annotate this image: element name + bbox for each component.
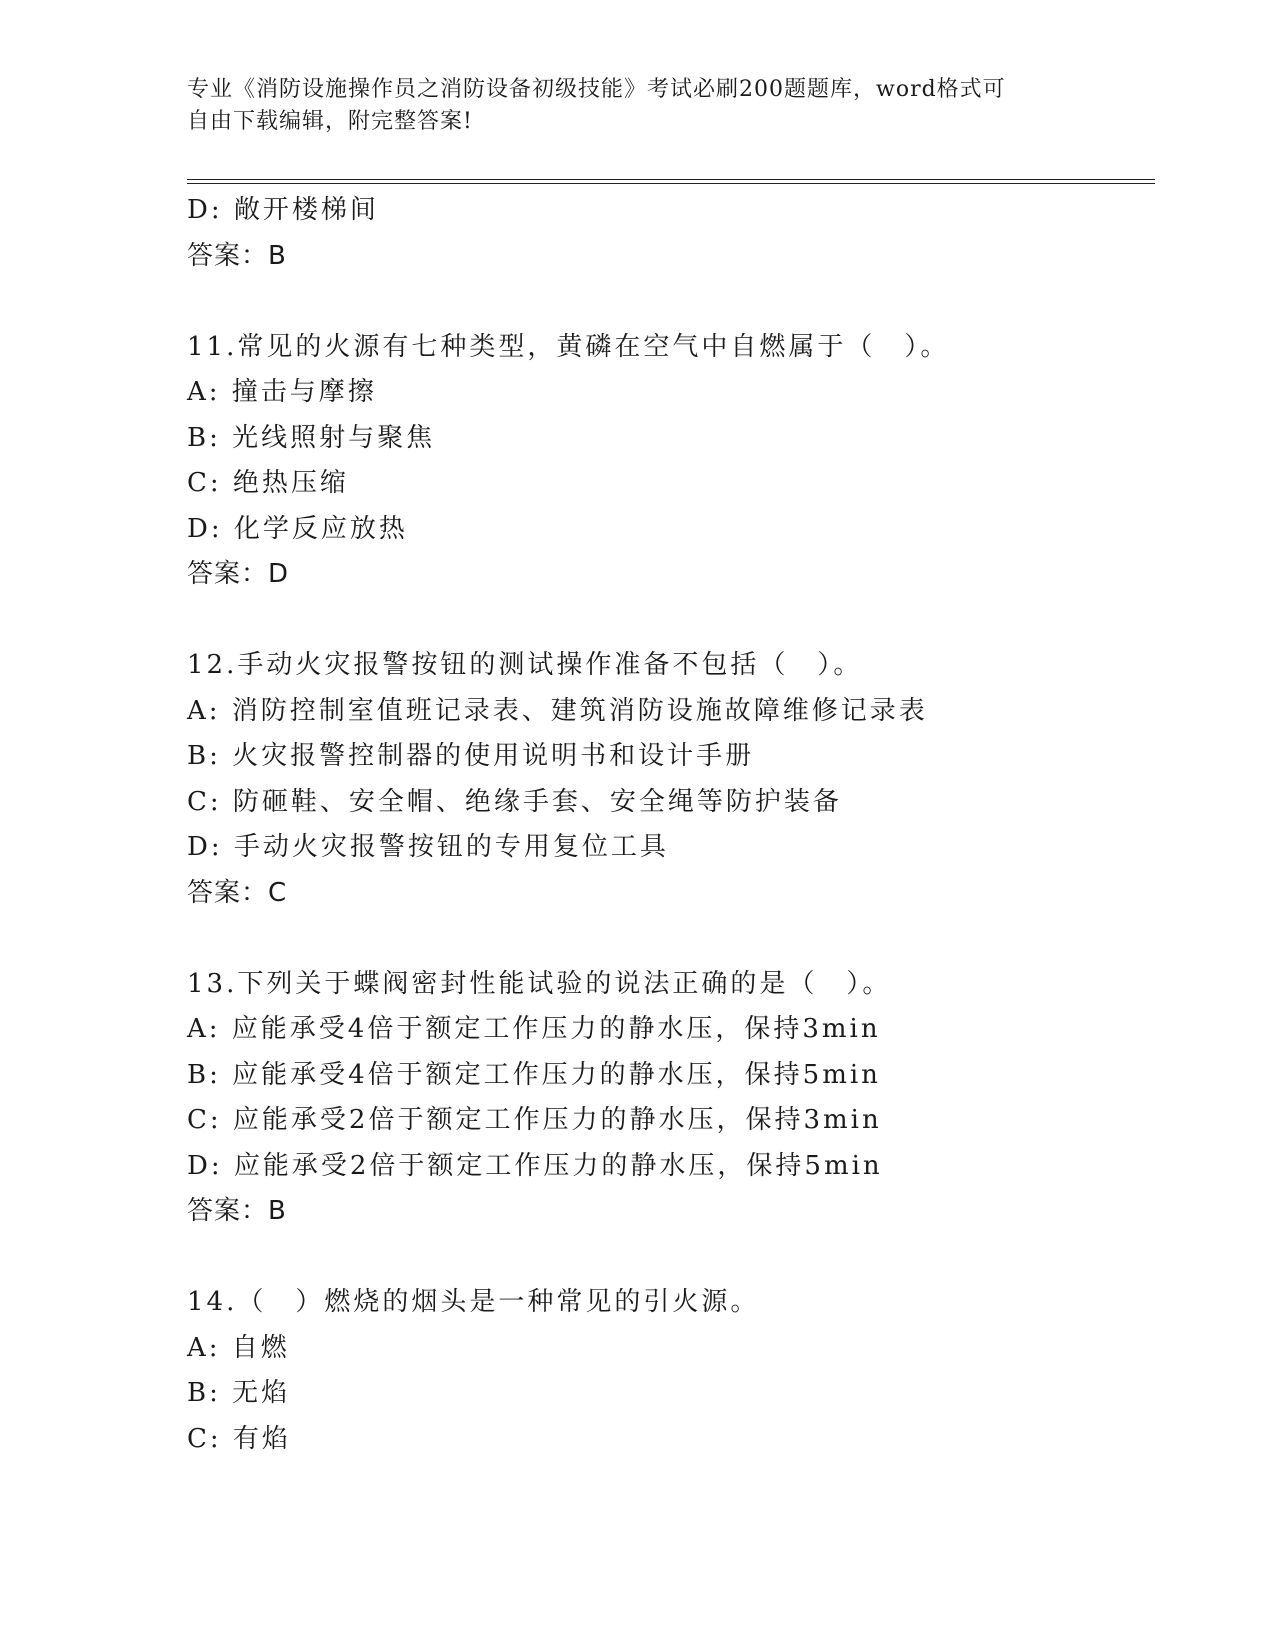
answer: 答案：B xyxy=(187,1196,287,1226)
option-a: A: 撞击与摩擦 xyxy=(187,377,377,407)
option-d: D: 敞开楼梯间 xyxy=(187,195,379,225)
spacer xyxy=(187,1235,1155,1281)
answer: 答案：B xyxy=(187,240,287,271)
option-c: C: 防砸鞋、安全帽、绝缘手套、安全绳等防护装备 xyxy=(187,786,842,817)
header-divider-bottom xyxy=(187,183,1155,184)
question-14 xyxy=(187,1280,1155,1462)
option-d: D: 化学反应放热 xyxy=(187,513,408,544)
option-a: A: 消防控制室值班记录表、建筑消防设施故障维修记录表 xyxy=(187,695,928,726)
spacer xyxy=(187,598,1155,644)
answer: 答案：D xyxy=(187,559,290,589)
option-d: D: 应能承受2倍于额定工作压力的静水压，保持5min xyxy=(187,1150,883,1181)
question-stem: 12.手动火灾报警按钮的测试操作准备不包括（ ）。 xyxy=(187,650,863,680)
header-divider-top xyxy=(187,179,1155,180)
question-stem: 11.常见的火源有七种类型，黄磷在空气中自燃属于（ ）。 xyxy=(187,331,950,362)
question-13 xyxy=(187,962,1155,1235)
option-c: C: 有焰 xyxy=(187,1423,291,1454)
question-stem: 14.（ ）燃烧的烟头是一种常见的引火源。 xyxy=(187,1287,760,1317)
option-a: A: 应能承受4倍于额定工作压力的静水压，保持3min xyxy=(187,1014,881,1044)
question-list xyxy=(187,188,1155,1462)
answer: 答案：C xyxy=(187,877,288,908)
document-header xyxy=(187,74,1087,138)
option-d: D: 手动火灾报警按钮的专用复位工具 xyxy=(187,832,669,862)
spacer xyxy=(187,916,1155,962)
question-12 xyxy=(187,643,1155,916)
question-stem: 13.下列关于蝶阀密封性能试验的说法正确的是（ ）。 xyxy=(187,968,892,999)
header-title-line-1: 专业《消防设施操作员之消防设备初级技能》考试必刷200题题库，word格式可 xyxy=(187,77,1006,102)
header-title-line-2: 自由下载编辑，附完整答案! xyxy=(187,109,473,134)
option-b: B: 无焰 xyxy=(187,1378,291,1408)
option-c: C: 绝热压缩 xyxy=(187,468,349,498)
option-b: B: 应能承受4倍于额定工作压力的静水压，保持5min xyxy=(187,1059,881,1090)
option-b: B: 火灾报警控制器的使用说明书和设计手册 xyxy=(187,741,755,771)
option-a: A: 自燃 xyxy=(187,1332,290,1363)
question-11 xyxy=(187,325,1155,598)
option-b: B: 光线照射与聚焦 xyxy=(187,422,436,453)
option-c: C: 应能承受2倍于额定工作压力的静水压，保持3min xyxy=(187,1105,882,1135)
spacer xyxy=(187,279,1155,325)
